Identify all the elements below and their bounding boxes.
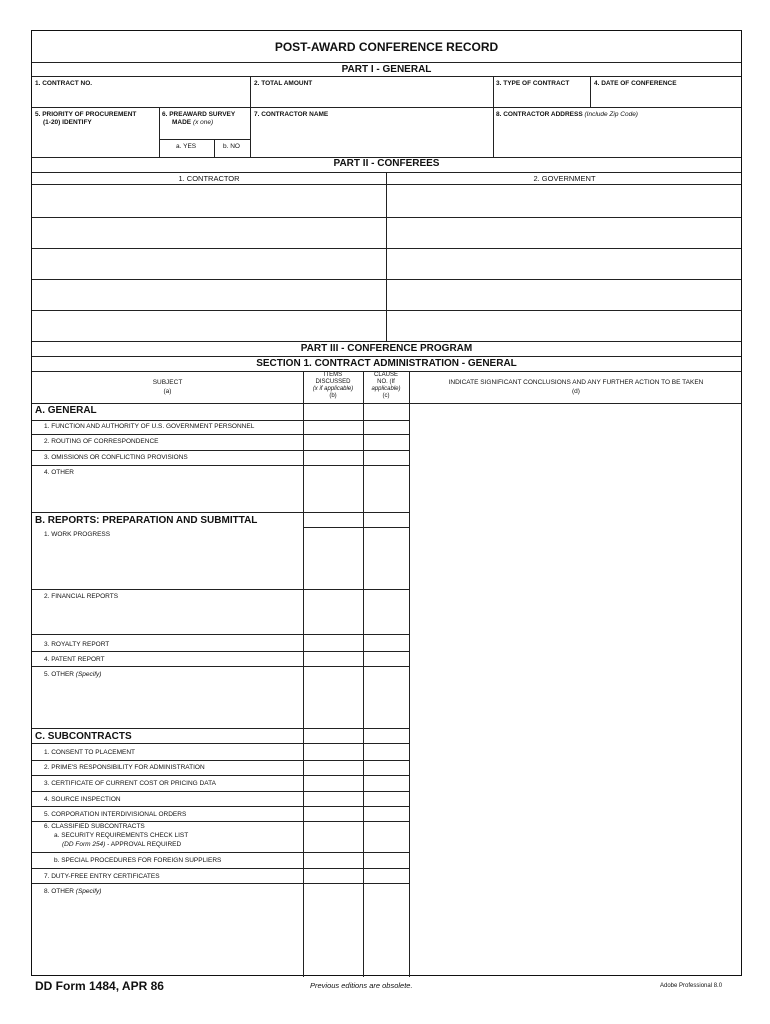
divider — [32, 651, 409, 652]
contractor-address-label: 8. CONTRACTOR ADDRESS — [496, 111, 583, 118]
item-b2: 2. FINANCIAL REPORTS — [44, 593, 119, 600]
col-clause-sub: (c) — [382, 393, 390, 399]
item-c2: 2. PRIME'S RESPONSIBILITY FOR ADMINISTRATION — [44, 764, 205, 771]
government-conferee-row-4[interactable] — [387, 280, 743, 310]
section-b-title: B. REPORTS: PREPARATION AND SUBMITTAL — [35, 515, 258, 526]
divider — [32, 420, 409, 421]
col-subject-header — [32, 378, 303, 396]
col-clause-l1: CLAUSE — [373, 372, 398, 378]
divider — [32, 589, 409, 590]
contractor-conferee-row-4[interactable] — [32, 280, 386, 310]
item-c3: 3. CERTIFICATE OF CURRENT COST OR PRICING DATA — [44, 780, 216, 787]
divider — [214, 139, 215, 157]
divider — [32, 356, 741, 357]
divider — [32, 868, 409, 869]
software-notice: Adobe Professional 8.0 — [660, 983, 723, 989]
preaward-yes-checkbox[interactable]: a. YES — [176, 143, 197, 150]
col-items-l1: ITEMS — [323, 372, 343, 378]
priority-label-line2: (1-20) IDENTIFY — [43, 119, 92, 126]
item-c7: 7. DUTY-FREE ENTRY CERTIFICATES — [44, 873, 160, 880]
item-c8 — [44, 888, 101, 896]
item-c8-label: 8. OTHER — [44, 888, 74, 895]
divider — [303, 371, 304, 977]
contractor-address-field[interactable] — [496, 111, 638, 119]
conferees-government-header: 2. GOVERNMENT — [533, 174, 596, 183]
divider — [32, 107, 741, 108]
item-c6a-approval-label: - APPROVAL REQUIRED — [105, 841, 182, 848]
item-b1: 1. WORK PROGRESS — [44, 531, 111, 538]
col-conclusions-label: INDICATE SIGNIFICANT CONCLUSIONS AND ANY FURTHER ACTION TO BE TAKEN — [448, 379, 704, 386]
divider — [303, 527, 409, 528]
contractor-name-field[interactable]: 7. CONTRACTOR NAME — [254, 111, 329, 118]
col-conclusions-sub: (d) — [572, 388, 580, 395]
government-conferee-row-2[interactable] — [387, 218, 743, 248]
section-c-title: C. SUBCONTRACTS — [35, 731, 132, 742]
col-clause-l2: NO. (If — [377, 379, 395, 385]
item-b5-note: (Specify) — [75, 671, 102, 678]
divider — [32, 791, 409, 792]
divider — [32, 434, 409, 435]
col-subject-label: SUBJECT — [152, 379, 183, 386]
divider — [32, 450, 409, 451]
divider — [32, 512, 409, 513]
contractor-address-note: (Include Zip Code) — [584, 111, 638, 118]
item-c8-note: (Specify) — [75, 888, 102, 895]
type-of-contract-field[interactable]: 3. TYPE OF CONTRACT — [496, 80, 570, 87]
government-conferee-row-5[interactable] — [387, 311, 743, 341]
divider — [32, 806, 409, 807]
preaward-no-checkbox[interactable]: b. NO — [223, 143, 240, 150]
item-b4: 4. PATENT REPORT — [44, 656, 105, 663]
government-conferee-row-1[interactable] — [387, 185, 743, 216]
item-a4: 4. OTHER — [44, 469, 74, 476]
item-b5-label: 5. OTHER — [44, 671, 74, 678]
section-a-title: A. GENERAL — [35, 405, 97, 416]
item-c5: 5. CORPORATION INTERDIVISIONAL ORDERS — [44, 811, 187, 818]
item-b3: 3. ROYALTY REPORT — [44, 641, 110, 648]
divider — [159, 139, 250, 140]
preaward-note: (x one) — [192, 119, 214, 126]
col-items-sub: (b) — [329, 393, 337, 399]
form-frame — [31, 30, 742, 976]
item-a3: 3. OMISSIONS OR CONFLICTING PROVISIONS — [44, 454, 188, 461]
divider — [32, 465, 409, 466]
item-b5 — [44, 671, 101, 679]
item-a1: 1. FUNCTION AND AUTHORITY OF U.S. GOVERNMENT PERSONNEL — [44, 423, 255, 430]
divider — [159, 107, 160, 157]
item-c4: 4. SOURCE INSPECTION — [44, 796, 121, 803]
divider — [32, 821, 409, 822]
col-clause-l3: applicable) — [371, 386, 401, 392]
part2-title: PART II - CONFEREES — [333, 158, 440, 169]
col-items-l3: (x if applicable) — [312, 386, 354, 392]
col-clause-header — [363, 372, 409, 400]
divider — [250, 76, 251, 157]
contractor-conferee-row-1[interactable] — [32, 185, 386, 216]
item-c6a: a. SECURITY REQUIREMENTS CHECK LIST — [54, 832, 189, 839]
item-c6a-note: (DD Form 254) — [62, 841, 106, 848]
total-amount-field[interactable]: 2. TOTAL AMOUNT — [254, 80, 313, 87]
form-title: POST-AWARD CONFERENCE RECORD — [274, 40, 499, 54]
part1-title: PART I - GENERAL — [341, 64, 432, 75]
divider — [32, 666, 409, 667]
item-c6a-approval — [62, 841, 181, 849]
divider — [32, 743, 409, 744]
contract-no-field[interactable]: 1. CONTRACT NO. — [35, 80, 93, 87]
contractor-conferee-row-5[interactable] — [32, 311, 386, 341]
contractor-conferee-row-3[interactable] — [32, 249, 386, 279]
divider — [32, 852, 409, 853]
divider — [32, 883, 409, 884]
divider — [363, 371, 364, 977]
col-conclusions-header — [409, 378, 743, 396]
contractor-conferee-row-2[interactable] — [32, 218, 386, 248]
section1-title: SECTION 1. CONTRACT ADMINISTRATION - GENERAL — [256, 358, 517, 369]
preaward-survey-label — [162, 111, 235, 127]
conclusions-text-area[interactable] — [410, 404, 743, 977]
item-c6b: b. SPECIAL PROCEDURES FOR FOREIGN SUPPLIERS — [54, 857, 222, 864]
conferees-contractor-header: 1. CONTRACTOR — [178, 174, 240, 183]
col-items-header — [303, 372, 363, 400]
divider — [32, 341, 741, 342]
divider — [32, 76, 741, 77]
item-c1: 1. CONSENT TO PLACEMENT — [44, 749, 136, 756]
part3-title: PART III - CONFERENCE PROGRAM — [300, 343, 473, 354]
divider — [32, 634, 409, 635]
divider — [32, 62, 741, 63]
obsolete-notice: Previous editions are obsolete. — [310, 981, 413, 990]
divider — [493, 76, 494, 157]
item-c6: 6. CLASSIFIED SUBCONTRACTS — [44, 823, 145, 830]
divider — [590, 76, 591, 107]
col-subject-sub: (a) — [163, 388, 172, 395]
item-a2: 2. ROUTING OF CORRESPONDENCE — [44, 438, 159, 445]
preaward-label-line2: MADE — [172, 119, 192, 126]
divider — [32, 760, 409, 761]
form-number: DD Form 1484, APR 86 — [35, 979, 164, 993]
priority-label-line1: 5. PRIORITY OF PROCUREMENT — [35, 111, 137, 118]
date-of-conference-field[interactable]: 4. DATE OF CONFERENCE — [594, 80, 677, 87]
government-conferee-row-3[interactable] — [387, 249, 743, 279]
col-items-l2: DISCUSSED — [315, 379, 351, 385]
divider — [32, 728, 409, 729]
priority-field-label[interactable] — [35, 111, 136, 127]
divider — [32, 775, 409, 776]
preaward-label-line1: 6. PREAWARD SURVEY — [162, 111, 236, 118]
